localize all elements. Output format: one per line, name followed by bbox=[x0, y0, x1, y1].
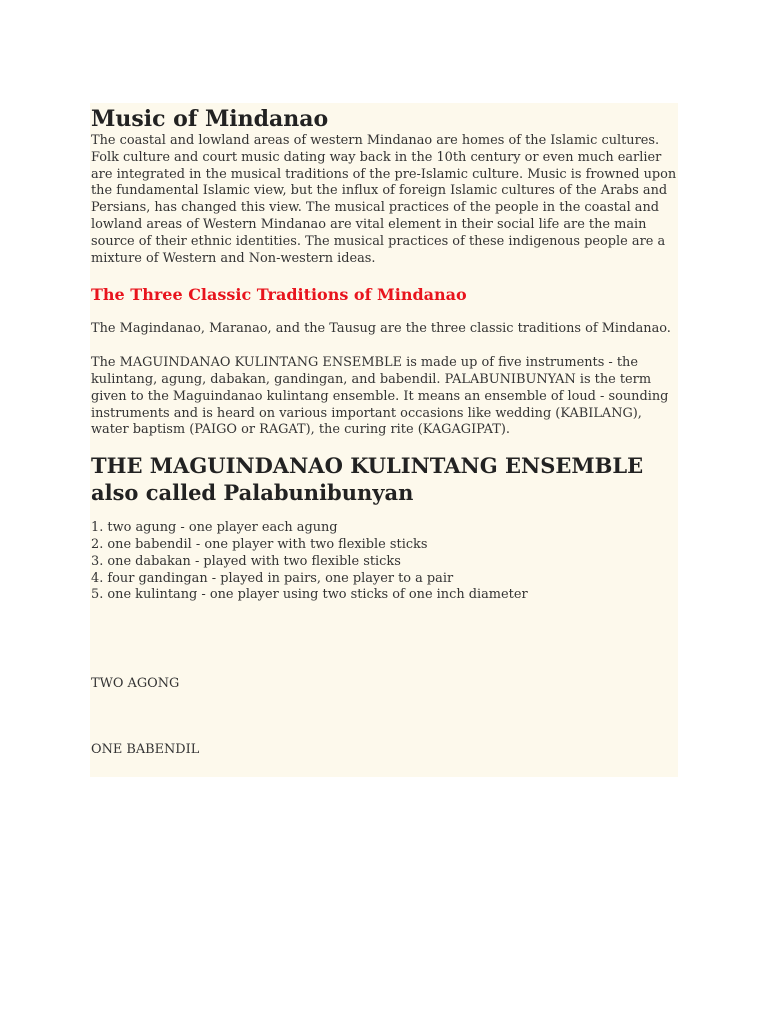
section-subheading: The Three Classic Traditions of Mindanao bbox=[91, 285, 467, 305]
instrument-list bbox=[91, 520, 677, 604]
caption-two-agong: TWO AGONG bbox=[91, 676, 180, 691]
list-item: 5. one kulintang - one player using two sticks of one inch diameter bbox=[91, 587, 528, 603]
list-item: 3. one dabakan - played with two flexible sticks bbox=[91, 553, 401, 569]
list-item: 2. one babendil - one player with two flexible sticks bbox=[91, 536, 428, 552]
traditions-paragraph: The Magindanao, Maranao, and the Tausug are the three classic traditions of Mindanao. bbox=[91, 321, 671, 337]
article-body bbox=[91, 103, 677, 757]
list-item: 1. two agung - one player each agung bbox=[91, 520, 338, 536]
intro-paragraph: The coastal and lowland areas of western Mindanao are homes of the Islamic cultures. Folk culture and court music dating way back in the 10th century or even much earlier are integrated in the musical traditions of the pre-Islamic culture. Music is frowned upon the fundamental Islamic view, but the influx of foreign Islamic cultures of the Arabs and Persians, has changed this view. The musical practices of the people in the coastal and lowland areas of Western Mindanao are vital element in their social life are the main source of their ethnic identities. The musical practices of these indigenous people are a mixture of Western and Non-western ideas. bbox=[91, 133, 677, 266]
caption-one-babendil: ONE BABENDIL bbox=[91, 742, 200, 757]
page-title: Music of Mindanao bbox=[91, 106, 329, 132]
list-item: 4. four gandingan - played in pairs, one player to a pair bbox=[91, 570, 454, 586]
ensemble-heading: THE MAGUINDANAO KULINTANG ENSEMBLE also called Palabunibunyan bbox=[91, 453, 644, 506]
ensemble-paragraph: The MAGUINDANAO KULINTANG ENSEMBLE is made up of five instruments - the kulintang, agung, dabakan, gandingan, and babendil. PALABUNIBUNYAN is the term given to the Maguindanao kulintang ensemble. It means an ensemble of loud - sounding instruments and is heard on various important occasions like wedding (KABILANG), water baptism (PAIGO or RAGAT), the curing rite (KAGAGIPAT). bbox=[91, 355, 669, 438]
